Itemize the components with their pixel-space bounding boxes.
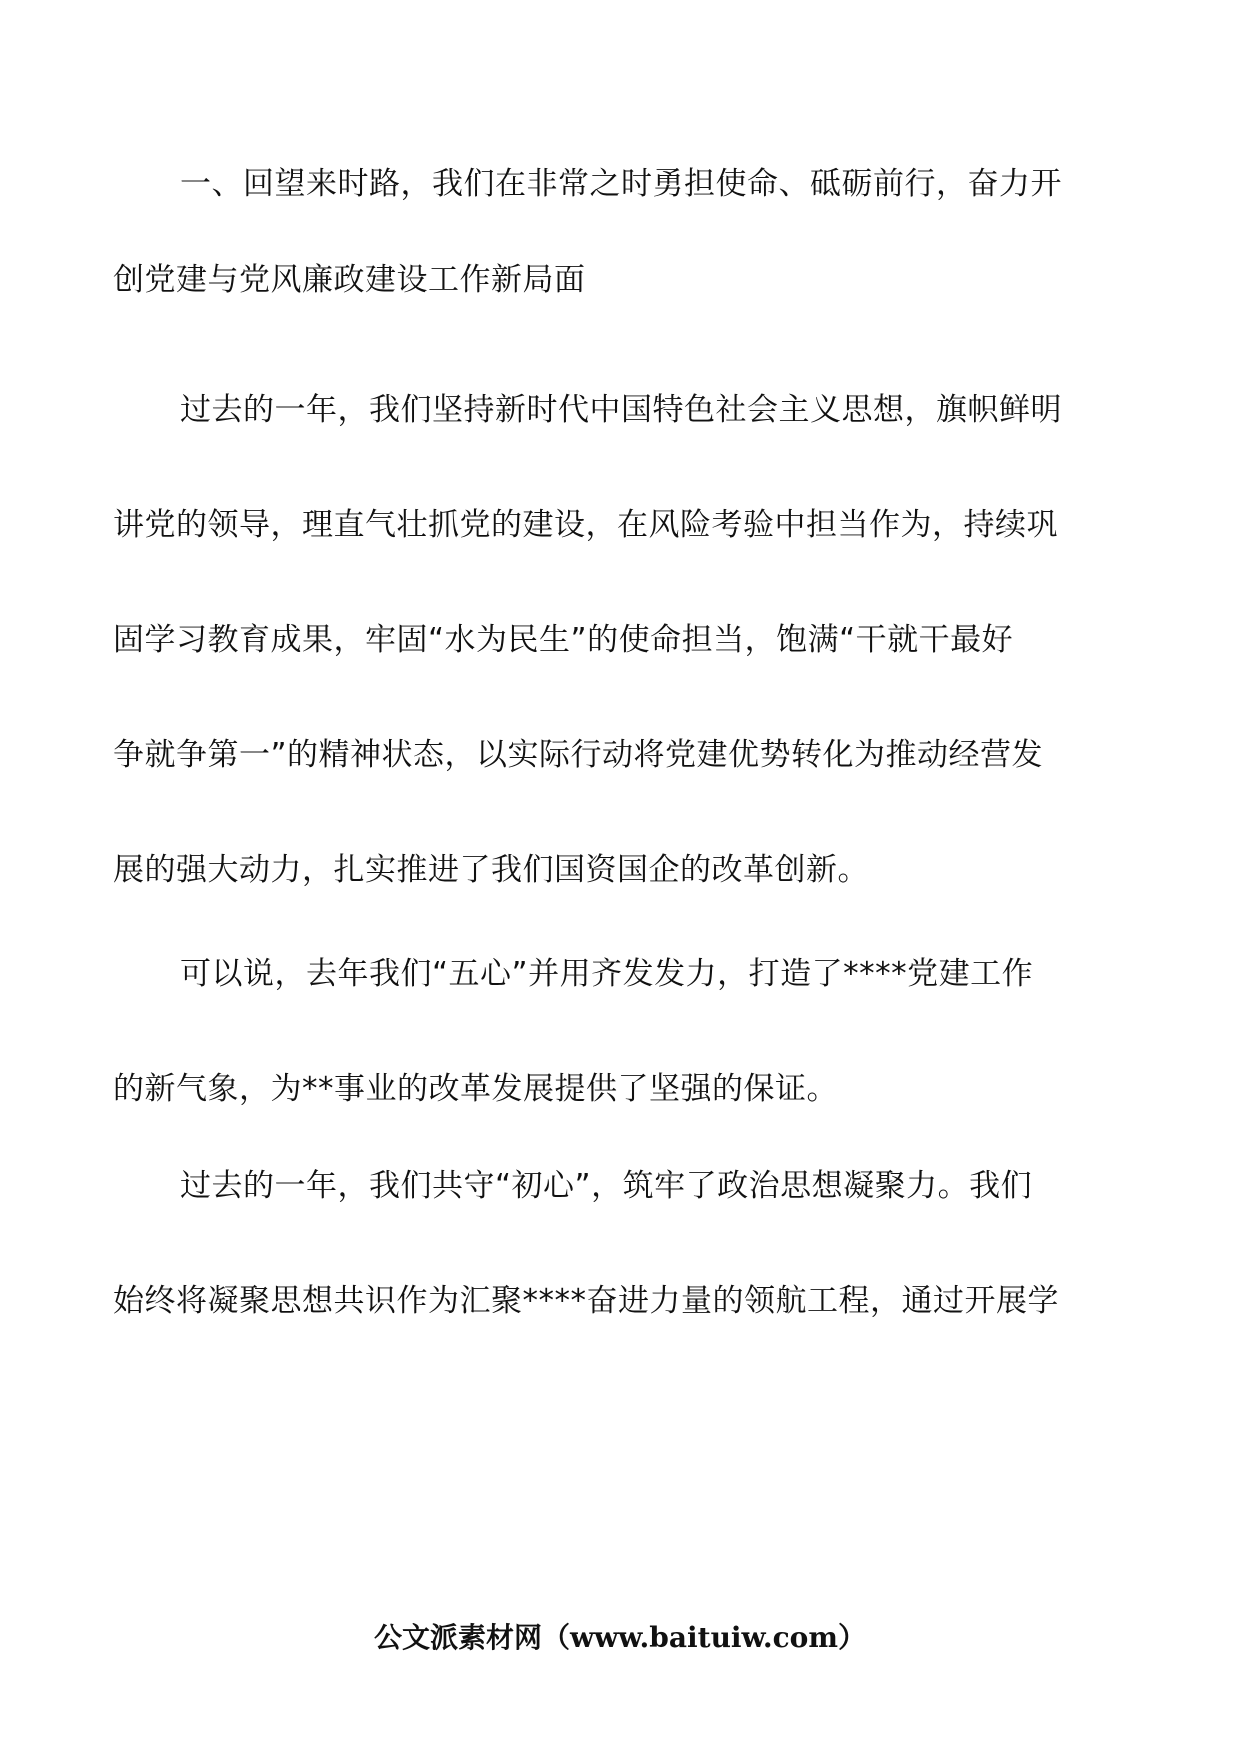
paragraph-2-line-1: 可以说，去年我们“五心”并用齐发发力，打造了****党建工作	[180, 956, 1034, 992]
paragraph-1-line-5: 展的强大动力，扎实推进了我们国资国企的改革创新。	[113, 852, 869, 888]
paragraph-3-line-1: 过去的一年，我们共守“初心”，筑牢了政治思想凝聚力。我们	[180, 1168, 1033, 1204]
paragraph-1-line-2: 讲党的领导，理直气壮抓党的建设，在风险考验中担当作为，持续巩	[113, 507, 1058, 543]
heading-line-1: 一、回望来时路，我们在非常之时勇担使命、砥砺前行，奋力开	[180, 166, 1062, 202]
paragraph-2-line-2: 的新气象，为**事业的改革发展提供了坚强的保证。	[113, 1071, 838, 1107]
paragraph-1-line-3: 固学习教育成果，牢固“水为民生”的使命担当，饱满“干就干最好	[113, 622, 1014, 658]
paragraph-3-line-2: 始终将凝聚思想共识作为汇聚****奋进力量的领航工程，通过开展学	[113, 1283, 1059, 1319]
heading-line-2: 创党建与党风廉政建设工作新局面	[113, 262, 586, 298]
paragraph-1-line-1: 过去的一年，我们坚持新时代中国特色社会主义思想，旗帜鲜明	[180, 392, 1062, 428]
footer-watermark-text: 公文派素材网（www.baituiw.com）	[374, 1621, 866, 1654]
paragraph-1-line-4: 争就争第一”的精神状态，以实际行动将党建优势转化为推动经营发	[113, 737, 1044, 773]
